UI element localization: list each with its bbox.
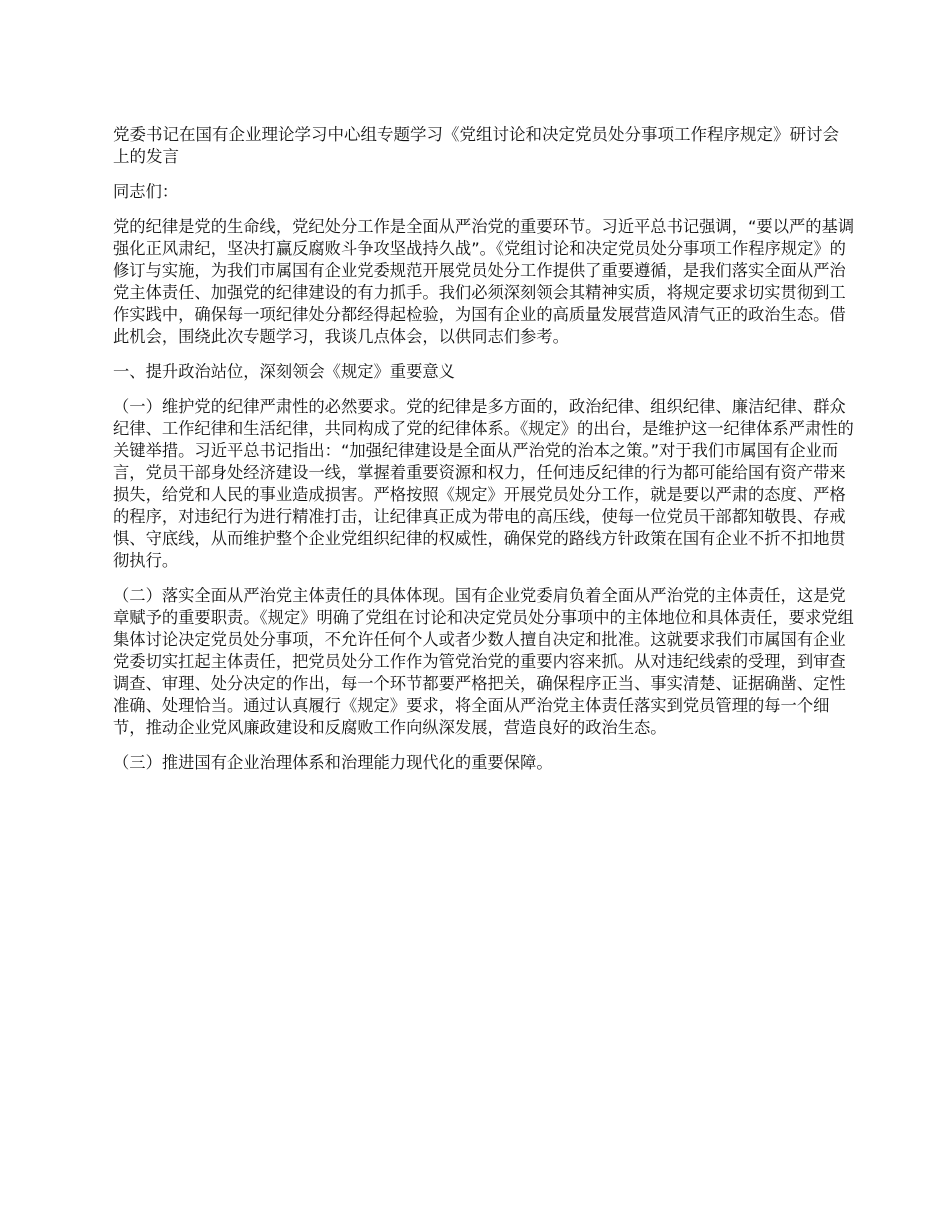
point-3-paragraph: （三）推进国有企业治理体系和治理能力现代化的重要保障。 xyxy=(113,753,553,772)
section-heading-1: 一、提升政治站位，深刻领会《规定》重要意义 xyxy=(113,362,455,381)
point-1-paragraph: （一）维护党的纪律严肃性的必然要求。党的纪律是多方面的，政治纪律、组织纪律、廉洁纪律、群众纪律、工作纪律和生活纪律，共同构成了党的纪律体系。《规定》的出台，是维护这一纪律体系严肃性的关键举措。习近平总书记指出：“加强纪律建设是全面从严治党的治本之策。”对于我们市属国有企业而言，党员干部身处经济建设一线，掌握着重要资源和权力，任何违反纪律的行为都可能给国有资产带来损失，给党和人民的事业造成损害。严格按照《规定》开展党员处分工作，就是要以严肃的态度、严格的程序，对违纪行为进行精准打击，让纪律真正成为带电的高压线，使每一位党员干部都知敬畏、存戒惧、守底线，从而维护整个企业党组织纪律的权威性，确保党的路线方针政策在国有企业不折不扣地贯彻执行。 xyxy=(113,397,854,570)
greeting: 同志们： xyxy=(113,182,179,201)
document-title: 党委书记在国有企业理论学习中心组专题学习《党组讨论和决定党员处分事项工作程序规定》研讨会上的发言 xyxy=(113,125,839,166)
intro-paragraph: 党的纪律是党的生命线，党纪处分工作是全面从严治党的重要环节。习近平总书记强调，“要以严的基调强化正风肃纪，坚决打赢反腐败斗争攻坚战持久战”。《党组讨论和决定党员处分事项工作程序规定》的修订与实施，为我们市属国有企业党委规范开展党员处分工作提供了重要遵循，是我们落实全面从严治党主体责任、加强党的纪律建设的有力抓手。我们必须深刻领会其精神实质，将规定要求切实贯彻到工作实践中，确保每一项纪律处分都经得起检验，为国有企业的高质量发展营造风清气正的政治生态。借此机会，围绕此次专题学习，我谈几点体会，以供同志们参考。 xyxy=(113,217,855,346)
point-2-paragraph: （二）落实全面从严治党主体责任的具体体现。国有企业党委肩负着全面从严治党的主体责任，这是党章赋予的重要职责。《规定》明确了党组在讨论和决定党员处分事项中的主体地位和具体责任，要求党组集体讨论决定党员处分事项，不允许任何个人或者少数人擅自决定和批准。这就要求我们市属国有企业党委切实扛起主体责任，把党员处分工作作为管党治党的重要内容来抓。从对违纪线索的受理，到审查调查、审理、处分决定的作出，每一个环节都要严格把关，确保程序正当、事实清楚、证据确凿、定性准确、处理恰当。通过认真履行《规定》要求，将全面从严治党主体责任落实到党员管理的每一个细节，推动企业党风廉政建设和反腐败工作向纵深发展，营造良好的政治生态。 xyxy=(113,586,854,737)
document-body xyxy=(113,124,855,787)
